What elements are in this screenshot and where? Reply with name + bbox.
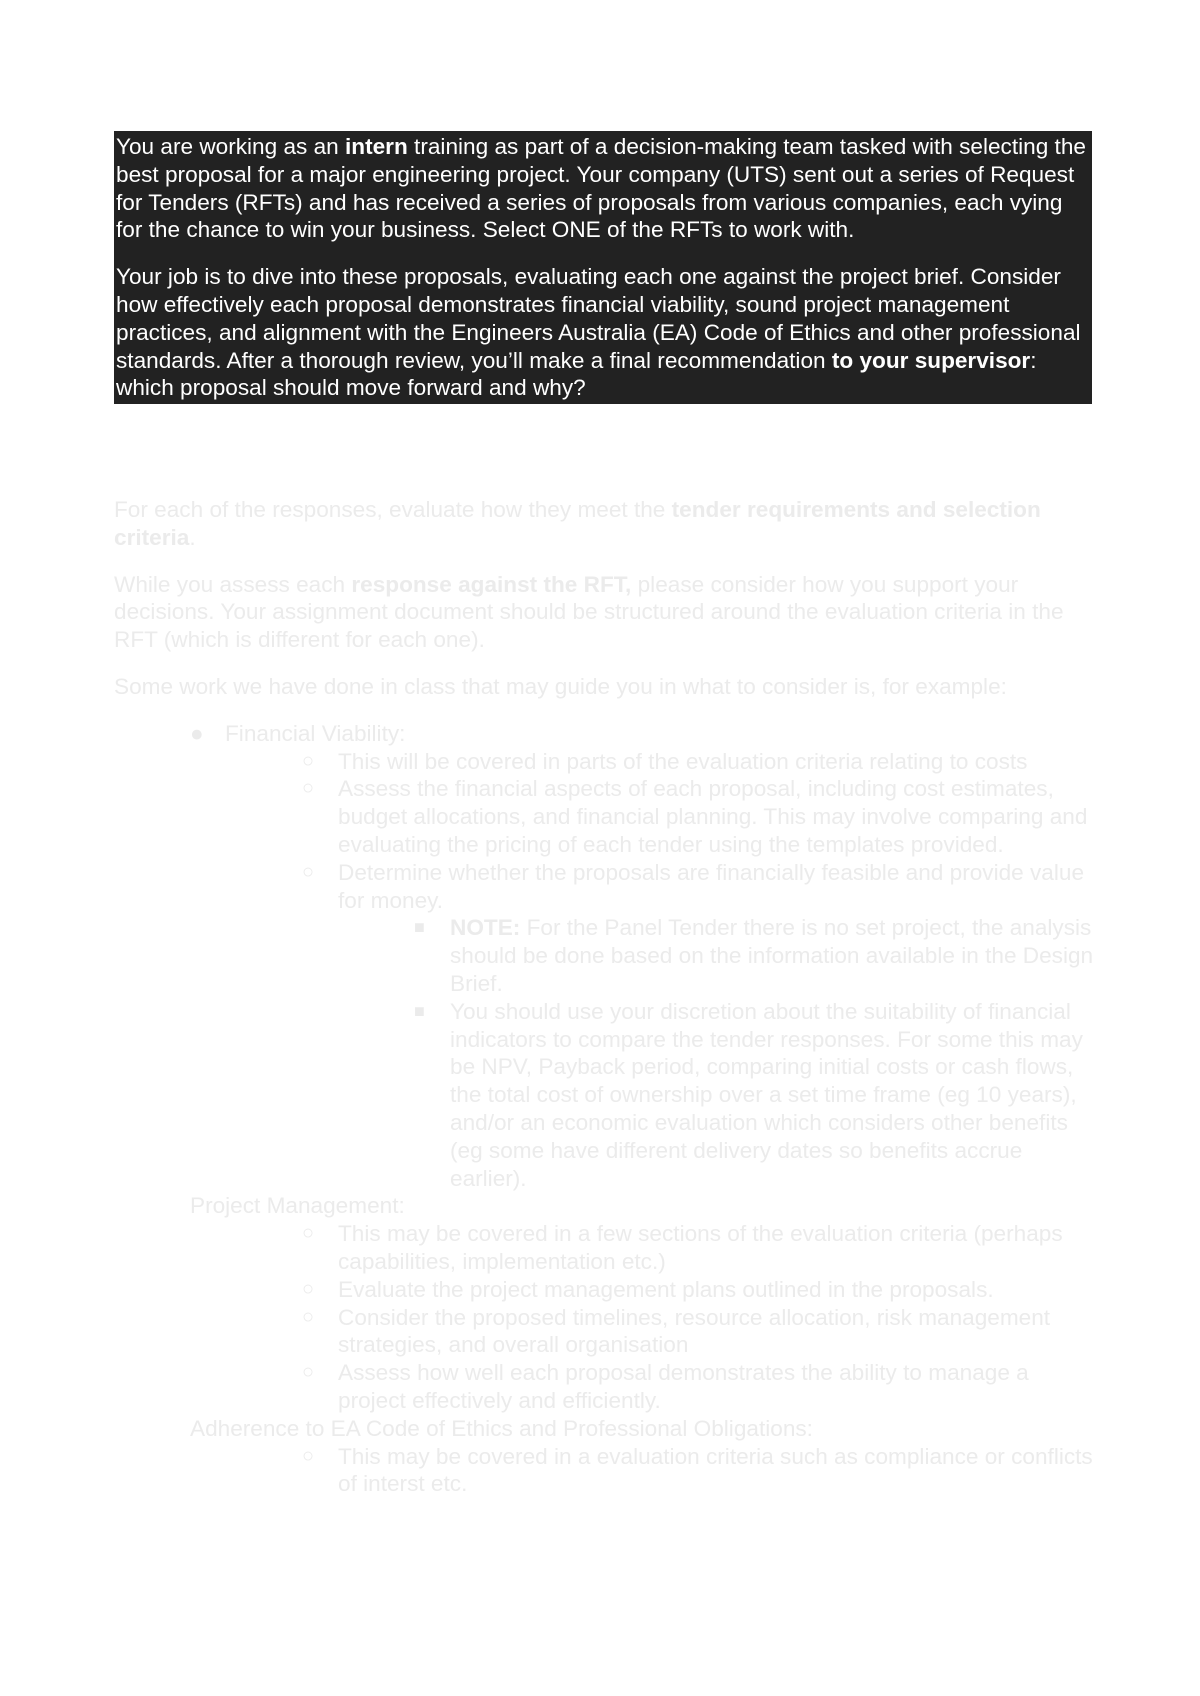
list-item: ○ Evaluate the project management plans outlined in the proposals. bbox=[302, 1276, 994, 1302]
square-bullet-icon: ■ bbox=[414, 917, 425, 938]
class-work-paragraph: Some work we have done in class that may guide you in what to consider is, for example: bbox=[114, 673, 1007, 699]
list-item: ○ Consider the proposed timelines, resource allocation, risk management strategies, and overall organisation bbox=[302, 1304, 1051, 1358]
list-item: ○ This may be covered in a few sections of the evaluation criteria (perhaps capabilities, implementation etc.) bbox=[302, 1221, 1063, 1274]
assess-paragraph: While you assess each response against the RFT, please consider how you support your decisions. Your assignment document should be structured around the evaluation criteria in the RFT (which is different for each one). bbox=[114, 571, 1064, 653]
list-item: ○ Assess how well each proposal demonstrates the ability to manage a project effectively and efficiently. bbox=[302, 1360, 1029, 1413]
circle-bullet-icon: ○ bbox=[302, 1277, 315, 1300]
financial-heading: Financial Viability: bbox=[225, 720, 406, 746]
circle-bullet-icon: ○ bbox=[302, 749, 315, 772]
bullet-icon: ● bbox=[190, 720, 204, 746]
circle-bullet-icon: ○ bbox=[302, 1305, 315, 1328]
circle-bullet-icon: ○ bbox=[302, 1222, 315, 1245]
intro-paragraph-2: Your job is to dive into these proposals, evaluating each one against the project brief. Consider how effectively each proposal demonstrates financial viability, sound project management practices, and alignment with the Engineers Australia (EA) Code of Ethics and other professional standards. After a thorough review, you’ll make a final recommendation to your supervisor: which proposal should move forward and why? bbox=[116, 264, 1081, 401]
note-label: NOTE: bbox=[450, 915, 521, 941]
faded-body-text bbox=[114, 496, 1098, 1498]
square-bullet-icon: ■ bbox=[414, 1000, 425, 1021]
list-item: ■ You should use your discretion about the suitability of financial indicators to compare the tender responses. For some this may be NPV, Payback period, comparing initial costs or cash flows, the total cost of ownership over a set time frame (eg 10 years), and/or an economic evaluation which considers other benefits (eg some have different delivery dates so benefits accrue earlier). bbox=[414, 998, 1083, 1191]
ethics-heading: Adherence to EA Code of Ethics and Professional Obligations: bbox=[190, 1415, 813, 1441]
circle-bullet-icon: ○ bbox=[302, 860, 315, 883]
intro-paragraph-1: You are working as an intern training as part of a decision-making team tasked with selecting the best proposal for a major engineering project. Your company (UTS) sent out a series of Request for Tenders (RFTs) and has received a series of proposals from various companies, each vying for the chance to win your business. Select ONE of the RFTs to work with. bbox=[116, 134, 1086, 243]
circle-bullet-icon: ○ bbox=[302, 1444, 315, 1467]
list-item: ■ NOTE: For the Panel Tender there is no set project, the analysis should be done based on the information available in the Design Brief. bbox=[414, 915, 1094, 996]
evaluate-paragraph: For each of the responses, evaluate how they meet the tender requirements and selection criteria. bbox=[114, 497, 1041, 550]
pm-heading: Project Management: bbox=[190, 1193, 405, 1219]
list-item: ○ Determine whether the proposals are financially feasible and provide value for money. bbox=[302, 859, 1085, 913]
list-item: ○ This may be covered in a evaluation criteria such as compliance or conflicts of interst etc. bbox=[302, 1443, 1093, 1497]
list-item bbox=[114, 720, 1098, 748]
list-item: ○ Assess the financial aspects of each proposal, including cost estimates, budget allocations, and financial planning. This may involve comparing and evaluating the pricing of each tender using the templates provided. bbox=[302, 776, 1088, 857]
list-item: ○ This will be covered in parts of the evaluation criteria relating to costs bbox=[302, 748, 1028, 774]
circle-bullet-icon: ○ bbox=[302, 777, 315, 800]
circle-bullet-icon: ○ bbox=[302, 1361, 315, 1384]
intro-highlight-box bbox=[114, 131, 1092, 404]
